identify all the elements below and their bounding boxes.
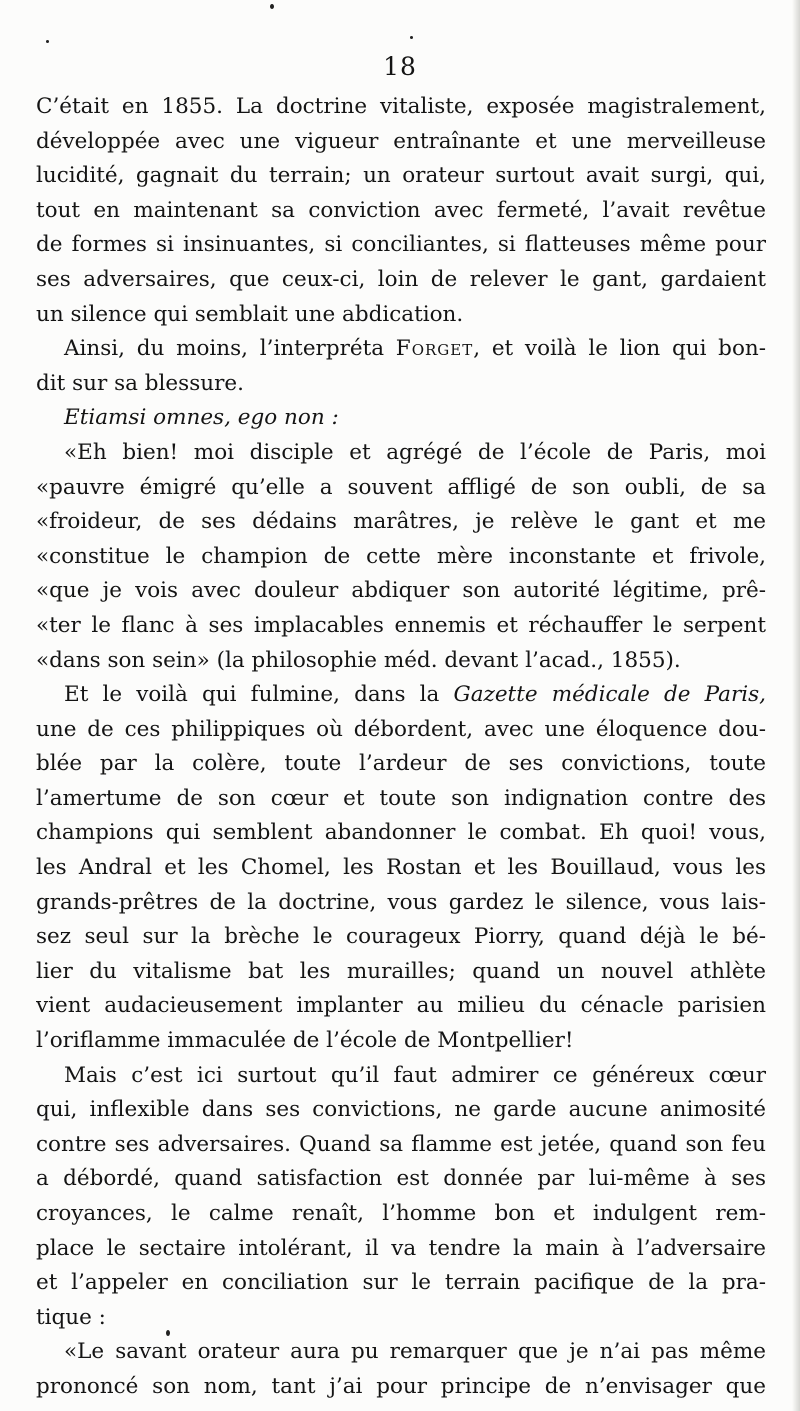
text-line: lucidité, gagnait du terrain; un orateur surtout avait surgi, qui, xyxy=(36,163,766,189)
journal-title: Gazette médicale de Paris, xyxy=(453,682,766,708)
quote-line: «pauvre émigré qu’elle a souvent affligé de son oubli, de sa xyxy=(36,474,766,500)
quote-line: «que je vois avec douleur abdiquer son autorité légitime, prê- xyxy=(36,578,766,604)
text-segment: Ainsi, du moins, l’interpréta xyxy=(64,336,396,362)
text-segment: , et voilà le lion qui bon- xyxy=(473,336,766,362)
text-line xyxy=(36,332,766,367)
body-text xyxy=(36,90,766,1405)
text-line: tique : xyxy=(36,1304,106,1330)
quote-line: «ter le flanc à ses implacables ennemis et réchauffer le serpent xyxy=(36,612,766,638)
text-line: et l’appeler en conciliation sur le terrain pacifique de la pra- xyxy=(36,1270,766,1296)
ink-speck xyxy=(46,40,49,43)
text-line: une de ces philippiques où débordent, avec une éloquence dou- xyxy=(36,716,766,742)
quote-line: «constitue le champion de cette mère inconstante et frivole, xyxy=(36,543,766,569)
text-line: sez seul sur la brèche le courageux Piorry, quand déjà le bé- xyxy=(36,924,766,950)
text-line: développée avec une vigueur entraînante et une merveilleuse xyxy=(36,128,766,154)
text-line: contre ses adversaires. Quand sa flamme est jetée, quand son feu xyxy=(36,1131,766,1157)
text-line xyxy=(36,678,766,713)
quote-line: «Eh bien! moi disciple et agrégé de l’école de Paris, moi xyxy=(64,439,766,465)
page-number: 18 xyxy=(383,52,417,81)
text-line: tout en maintenant sa conviction avec fermeté, l’avait revêtue xyxy=(36,197,766,223)
text-line: de formes si insinuantes, si conciliantes, si flatteuses même pour xyxy=(36,232,766,258)
text-line: place le sectaire intolérant, il va tendre la main à l’adversaire xyxy=(36,1235,766,1261)
ink-speck xyxy=(166,1330,170,1336)
text-line: a débordé, quand satisfaction est donnée par lui-même à ses xyxy=(36,1166,766,1192)
text-line: croyances, le calme renaît, l’homme bon et indulgent rem- xyxy=(36,1201,766,1226)
text-line: les Andral et les Chomel, les Rostan et les Bouillaud, vous les xyxy=(36,855,766,881)
text-line: qui, inflexible dans ses convictions, ne garde aucune animosité xyxy=(36,1097,766,1123)
quote-line: prononcé son nom, tant j’ai pour principe de n’envisager que xyxy=(36,1373,766,1399)
text-line: Mais c’est ici surtout qu’il faut admirer ce généreux cœur xyxy=(64,1062,766,1088)
latin-quote: Etiamsi omnes, ego non : xyxy=(64,405,339,431)
author-name: Forget xyxy=(395,336,474,362)
text-line: ses adversaires, que ceux-ci, loin de relever le gant, gardaient xyxy=(36,266,766,292)
text-line: grands-prêtres de la doctrine, vous gardez le silence, vous lais- xyxy=(36,889,766,915)
quote-line: «froideur, de ses dédains marâtres, je relève le gant et me xyxy=(36,509,766,535)
text-segment: Et le voilà qui fulmine, dans la xyxy=(64,682,454,708)
text-line: dit sur sa blessure. xyxy=(36,370,244,396)
ink-speck xyxy=(410,36,413,39)
text-line: champions qui semblent abandonner le combat. Eh quoi! vous, xyxy=(36,820,766,846)
text-line: l’oriflamme immaculée de l’école de Montpellier! xyxy=(36,1028,574,1054)
page-edge-shadow xyxy=(792,0,800,1411)
quote-line: «Le savant orateur aura pu remarquer que je n’ai pas même xyxy=(64,1339,766,1365)
text-line: vient audacieusement implanter au milieu du cénacle parisien xyxy=(36,993,766,1019)
text-line: l’amertume de son cœur et toute son indignation contre des xyxy=(36,785,766,811)
text-line: lier du vitalisme bat les murailles; quand un nouvel athlète xyxy=(36,958,766,984)
ink-speck xyxy=(270,4,274,9)
text-line: C’était en 1855. La doctrine vitaliste, exposée magistralement, xyxy=(36,94,766,119)
text-line: un silence qui semblait une abdication. xyxy=(36,301,464,327)
text-line: blée par la colère, toute l’ardeur de ses convictions, toute xyxy=(36,751,766,777)
quote-line: «dans son sein» (la philosophie méd. devant l’acad., 1855). xyxy=(36,647,681,673)
